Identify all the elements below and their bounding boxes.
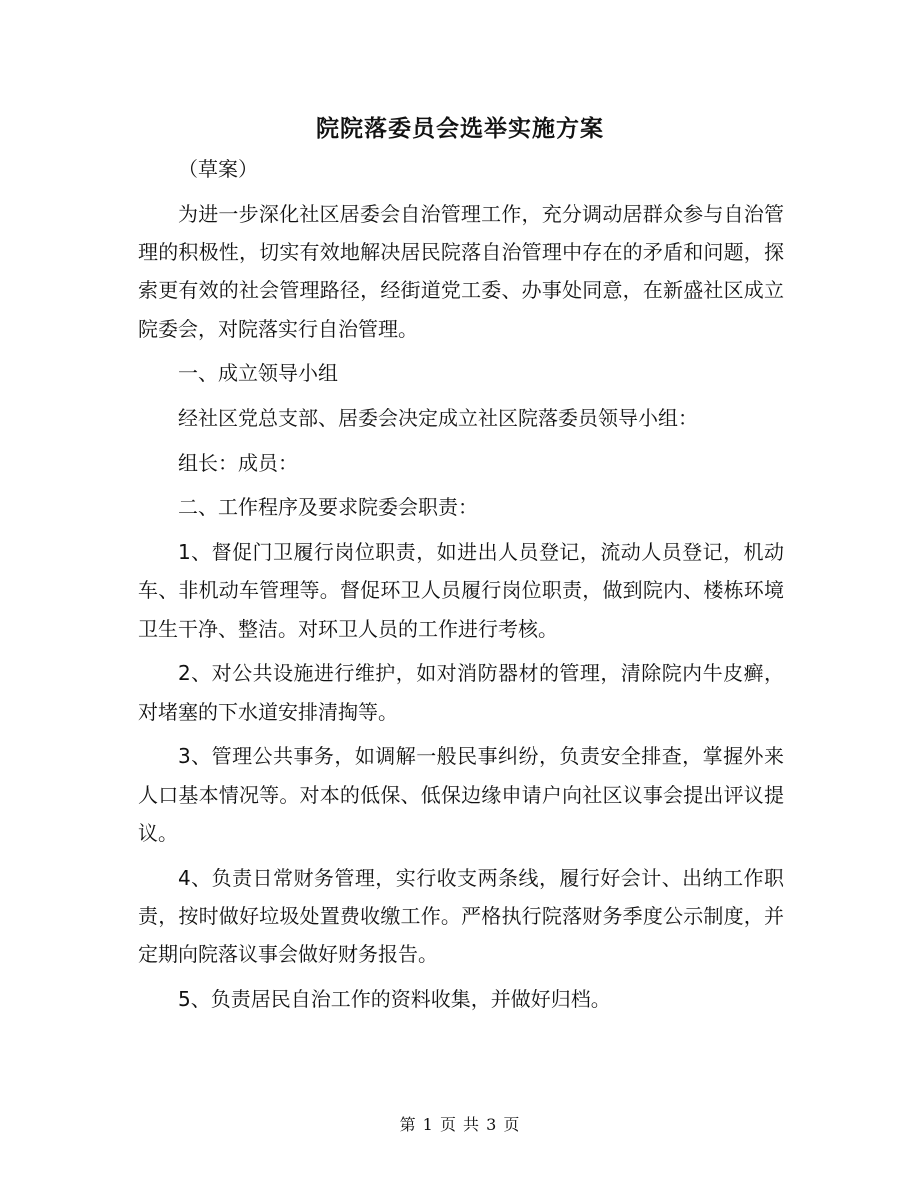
paragraph-duty-3: 3、管理公共事务，如调解一般民事纠纷，负责安全排查，掌握外来人口基本情况等。对本的低保、低保边缘申请户向社区议事会提出评议提议。 bbox=[138, 744, 784, 845]
page-footer: 第 1 页 共 3 页 bbox=[399, 1115, 521, 1134]
paragraph-duty-2: 2、对公共设施进行维护，如对消防器材的管理，清除院内牛皮癣，对堵塞的下水道安排清掏等。 bbox=[138, 661, 784, 724]
paragraph-duty-5: 5、负责居民自治工作的资料收集，并做好归档。 bbox=[178, 986, 611, 1011]
paragraph-duty-4: 4、负责日常财务管理，实行收支两条线，履行好会计、出纳工作职责，按时做好垃圾处置费收缴工作。严格执行院落财务季度公示制度，并定期向院落议事会做好财务报告。 bbox=[138, 865, 784, 967]
paragraph-leadership: 经社区党总支部、居委会决定成立社区院落委员领导小组： bbox=[178, 405, 698, 430]
paragraph-intro: 为进一步深化社区居委会自治管理工作，充分调动居群众参与自治管理的积极性，切实有效地解决居民院落自治管理中存在的矛盾和问题，探索更有效的社会管理路径，经街道党工委、办事处同意，在新盛社区成立院委会，对院落实行自治管理。 bbox=[138, 201, 784, 341]
document-title: 院院落委员会选举实施方案 bbox=[316, 115, 604, 142]
section-heading-2: 二、工作程序及要求院委会职责： bbox=[178, 495, 478, 520]
section-heading-1: 一、成立领导小组 bbox=[178, 361, 338, 386]
document-body bbox=[138, 150, 784, 1025]
paragraph-duty-1: 1、督促门卫履行岗位职责，如进出人员登记，流动人员登记，机动车、非机动车管理等。督促环卫人员履行岗位职责，做到院内、楼栋环境卫生干净、整洁。对环卫人员的工作进行考核。 bbox=[138, 540, 784, 641]
paragraph-draft-note: （草案） bbox=[178, 157, 258, 181]
paragraph-members: 组长：成员： bbox=[178, 450, 298, 475]
